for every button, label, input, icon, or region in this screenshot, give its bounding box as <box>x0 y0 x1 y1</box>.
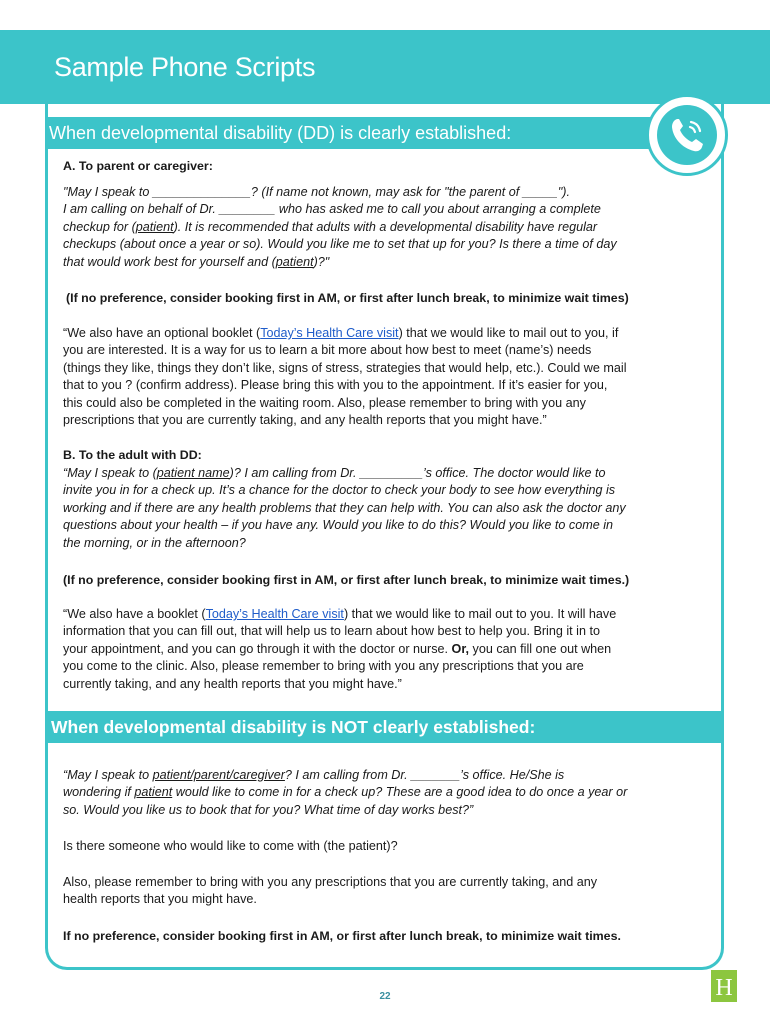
booklet-b-paragraph <box>63 606 713 693</box>
script-a-line: "May I speak to ______________? (If name not known, may ask for "the parent of _____"). <box>63 185 570 199</box>
script-b-line: invite you in for a check up. It’s a chance for the doctor to check your body to see how everything is <box>63 483 616 498</box>
booklet-b-line: “We also have a booklet (Today’s Health Care visit) that we would like to mail out to you. It will have <box>63 607 617 621</box>
note-b-preference: (If no preference, consider booking first in AM, or first after lunch break, to minimize wait times.) <box>63 573 630 587</box>
booklet-a-paragraph <box>63 325 713 429</box>
booklet-b-line: information that you can fill out, that will help us to learn about how best to help you. Bring it in to <box>63 624 600 639</box>
script-ne-line: so. Would you like us to book that for you? What time of day works best?” <box>63 802 474 817</box>
script-b-paragraph <box>63 465 713 552</box>
reminder-line: Also, please remember to bring with you any prescriptions that you are currently taking, and any <box>63 875 598 889</box>
script-a-line: I am calling on behalf of Dr. ________ who has asked me to call you about arranging a complete <box>63 202 601 217</box>
booklet-a-line: (things they like, things they don’t like, signs of stress, strategies that would help, etc.). Could we mail <box>63 360 627 375</box>
booklet-b-line: you come to the clinic. Also, please remember to bring with you any prescriptions that you are <box>63 659 584 674</box>
script-b-line: the morning, or in the afternoon? <box>63 535 246 550</box>
brand-logo-letter: H <box>715 975 733 1001</box>
phone-ring <box>657 105 717 165</box>
booklet-a-line: “We also have an optional booklet (Today’s Health Care visit) that we would like to mail out to you, if <box>63 326 619 340</box>
booklet-a-line: this could also be completed in the waiting room. Also, please remember to bring with you any <box>63 395 586 410</box>
booklet-a-line: you are interested. It is a way for us to learn a bit more about how best to meet (name’s) needs <box>63 343 592 358</box>
booklet-a-line: prescriptions that you are currently taking, and any health reports that you might have.” <box>63 413 547 428</box>
script-ne-line: “May I speak to patient/parent/caregiver? I am calling from Dr. _______’s office. He/She is <box>63 768 565 782</box>
script-b-line: questions about your health – if you have any. Would you like to do this? Would you like to come in <box>63 518 614 533</box>
note-a-preference: (If no preference, consider booking first in AM, or first after lunch break, to minimize wait times) <box>66 291 629 305</box>
script-b-line: “May I speak to (patient name)? I am calling from Dr. _________’s office. The doctor would like to <box>63 466 606 480</box>
todays-health-care-visit-link[interactable]: Today’s Health Care visit <box>205 607 344 621</box>
script-b-line: working and if there are any health problems that they can help with. You can also ask the doctor any <box>63 500 626 515</box>
script-a-line: checkups (about once a year or so). Would you like me to set that up for you? Is there a time of day <box>63 237 617 252</box>
booklet-b-line: your appointment, and you can go through it with the doctor or nurse. Or, you can fill one out when <box>63 641 612 656</box>
script-ne-line: wondering if patient would like to come in for a check up? These are a good idea to do once a year or <box>63 785 628 800</box>
script-a-line: that would work best for yourself and (patient)?" <box>63 254 330 269</box>
reminder-paragraph <box>63 874 713 909</box>
script-a-line: checkup for (patient). It is recommended that adults with a developmental disability have regular <box>63 219 598 234</box>
booklet-b-line: currently taking, and any health reports that you might have.” <box>63 676 402 691</box>
script-not-established-paragraph <box>63 767 713 819</box>
reminder-line: health reports that you might have. <box>63 892 257 907</box>
script-a-paragraph <box>63 184 713 271</box>
brand-logo <box>711 970 737 1002</box>
phone-icon <box>669 116 705 154</box>
todays-health-care-visit-link[interactable]: Today’s Health Care visit <box>260 326 399 340</box>
booklet-a-line: that to you ? (confirm address). Please bring this with you to the appointment. If it’s easier for you, <box>63 378 608 393</box>
note-not-established-preference: If no preference, consider booking first in AM, or first after lunch break, to minimize wait times. <box>63 929 621 943</box>
heading-a-parent: A. To parent or caregiver: <box>63 159 213 173</box>
section-header-dd-not-established: When developmental disability is NOT clearly established: <box>45 711 724 743</box>
section-header-dd-established: When developmental disability (DD) is clearly established: <box>45 117 724 149</box>
page-number: 22 <box>379 991 391 1002</box>
heading-b-adult: B. To the adult with DD: <box>63 448 202 462</box>
page-title: Sample Phone Scripts <box>54 52 316 82</box>
companion-question: Is there someone who would like to come with (the patient)? <box>63 839 398 853</box>
